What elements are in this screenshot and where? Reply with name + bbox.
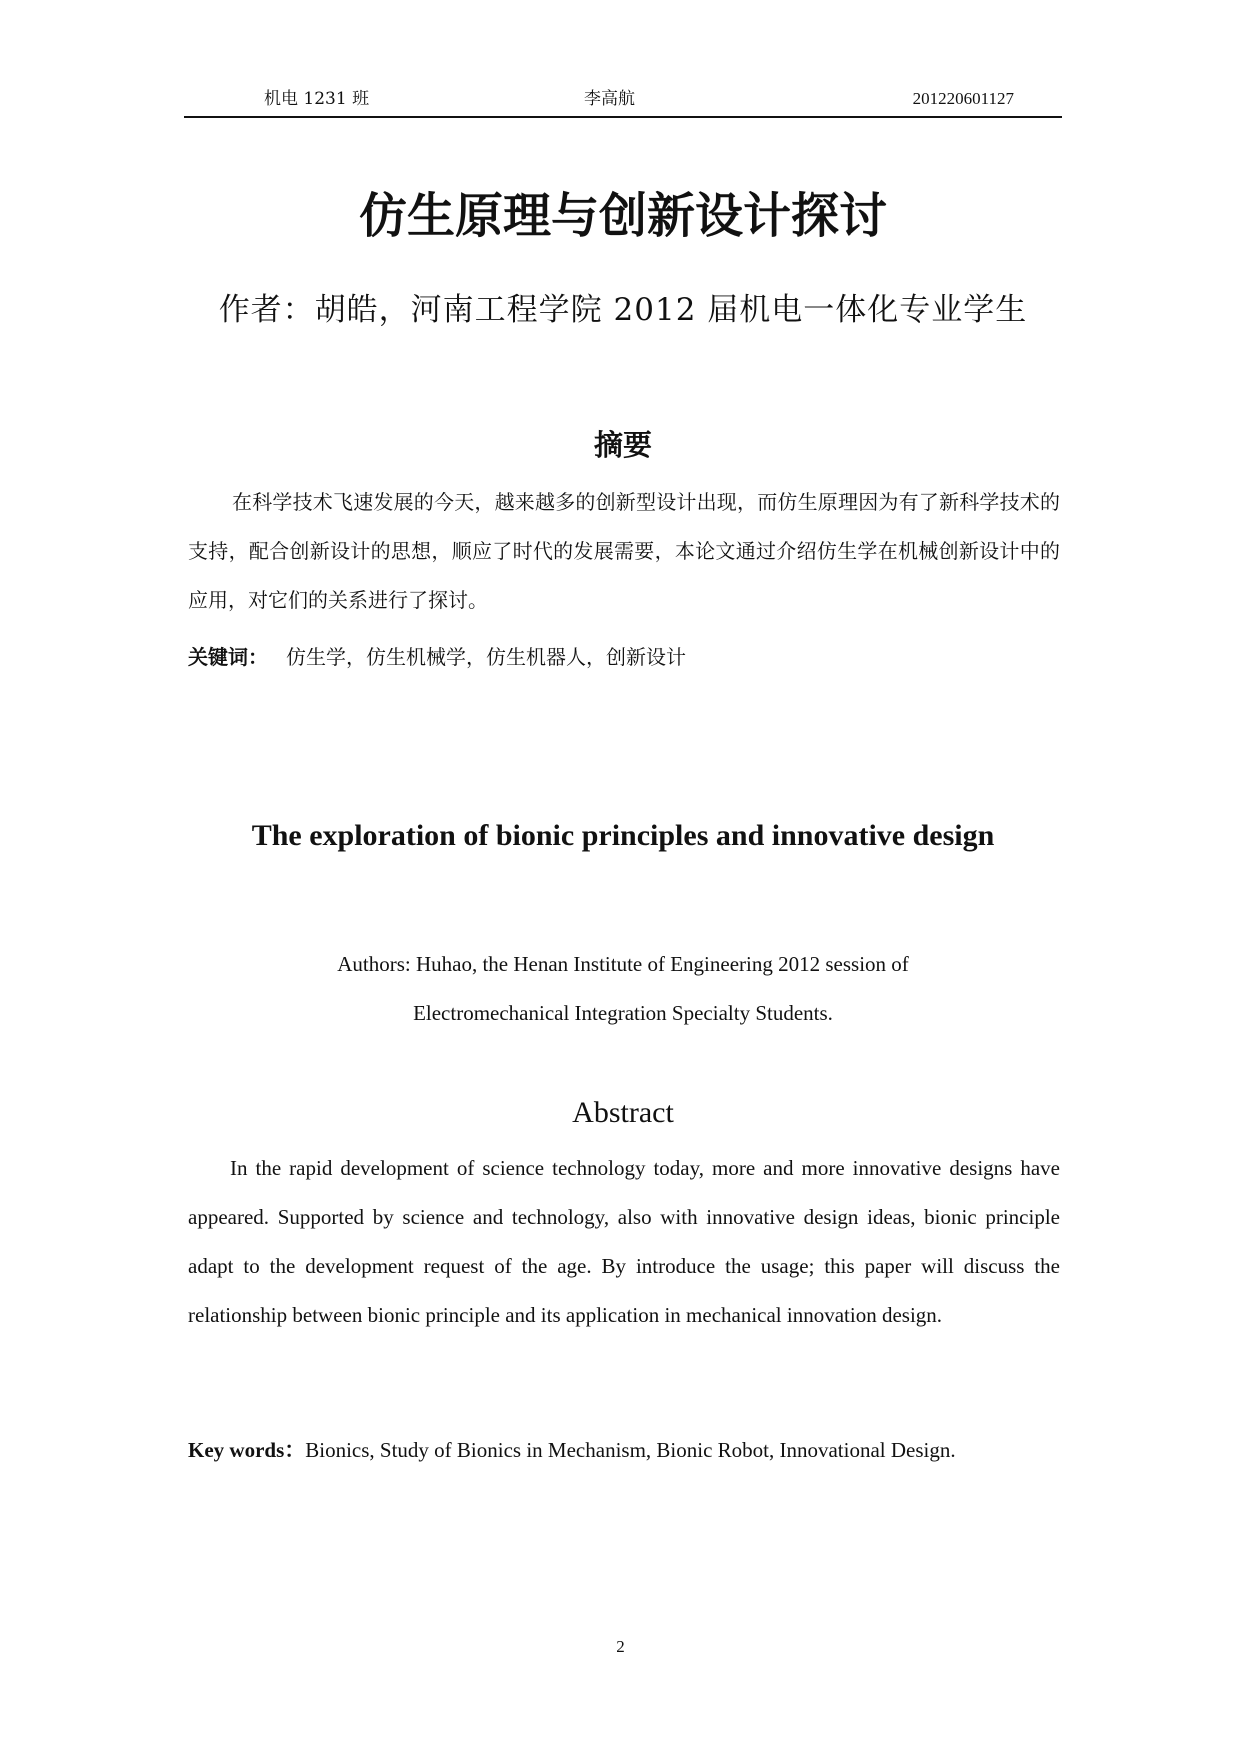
chinese-keywords: [188, 641, 1060, 673]
chinese-title: 仿生原理与创新设计探讨: [358, 188, 887, 244]
english-keywords-text: Bionics, Study of Bionics in Mechanism, Bionic Robot, Innovational Design.: [305, 1438, 956, 1462]
page-header: [184, 86, 1062, 118]
english-authors: [184, 940, 1062, 1038]
header-class: 机电 1231 班: [264, 89, 370, 109]
english-authors-line-1: Authors: Huhao, the Henan Institute of Engineering 2012 session of: [337, 952, 909, 976]
chinese-keywords-label: 关键词：: [188, 645, 268, 669]
header-student-id: 201220601127: [912, 89, 1014, 108]
english-abstract-heading: Abstract: [572, 1096, 674, 1129]
english-keywords-label: Key words：: [188, 1438, 306, 1462]
header-name: 李高航: [584, 89, 635, 109]
english-keywords: [188, 1434, 1060, 1466]
chinese-author-line: 作者：胡皓，河南工程学院 2012 届机电一体化专业学生: [218, 292, 1028, 328]
english-title: The exploration of bionic principles and innovative design: [251, 819, 995, 852]
english-abstract-body: In the rapid development of science technology today, more and more innovative designs have appeared. Supported by science and technology, also with innovative design ideas, bionic principle adapt to the development request of the age. By introduce the usage; this paper will discuss the relationship between bionic principle and its application in mechanical innovation design.: [188, 1156, 1060, 1327]
chinese-abstract-body: 在科学技术飞速发展的今天，越来越多的创新型设计出现，而仿生原理因为有了新科学技术的支持，配合创新设计的思想，顺应了时代的发展需要，本论文通过介绍仿生学在机械创新设计中的应用，对它们的关系进行了探讨。: [188, 490, 1060, 612]
chinese-abstract-heading: 摘要: [593, 428, 652, 462]
english-authors-line-2: Electromechanical Integration Specialty Students.: [413, 1001, 833, 1025]
chinese-keywords-text: 仿生学，仿生机械学，仿生机器人，创新设计: [286, 645, 686, 669]
page-number: 2: [616, 1637, 625, 1656]
